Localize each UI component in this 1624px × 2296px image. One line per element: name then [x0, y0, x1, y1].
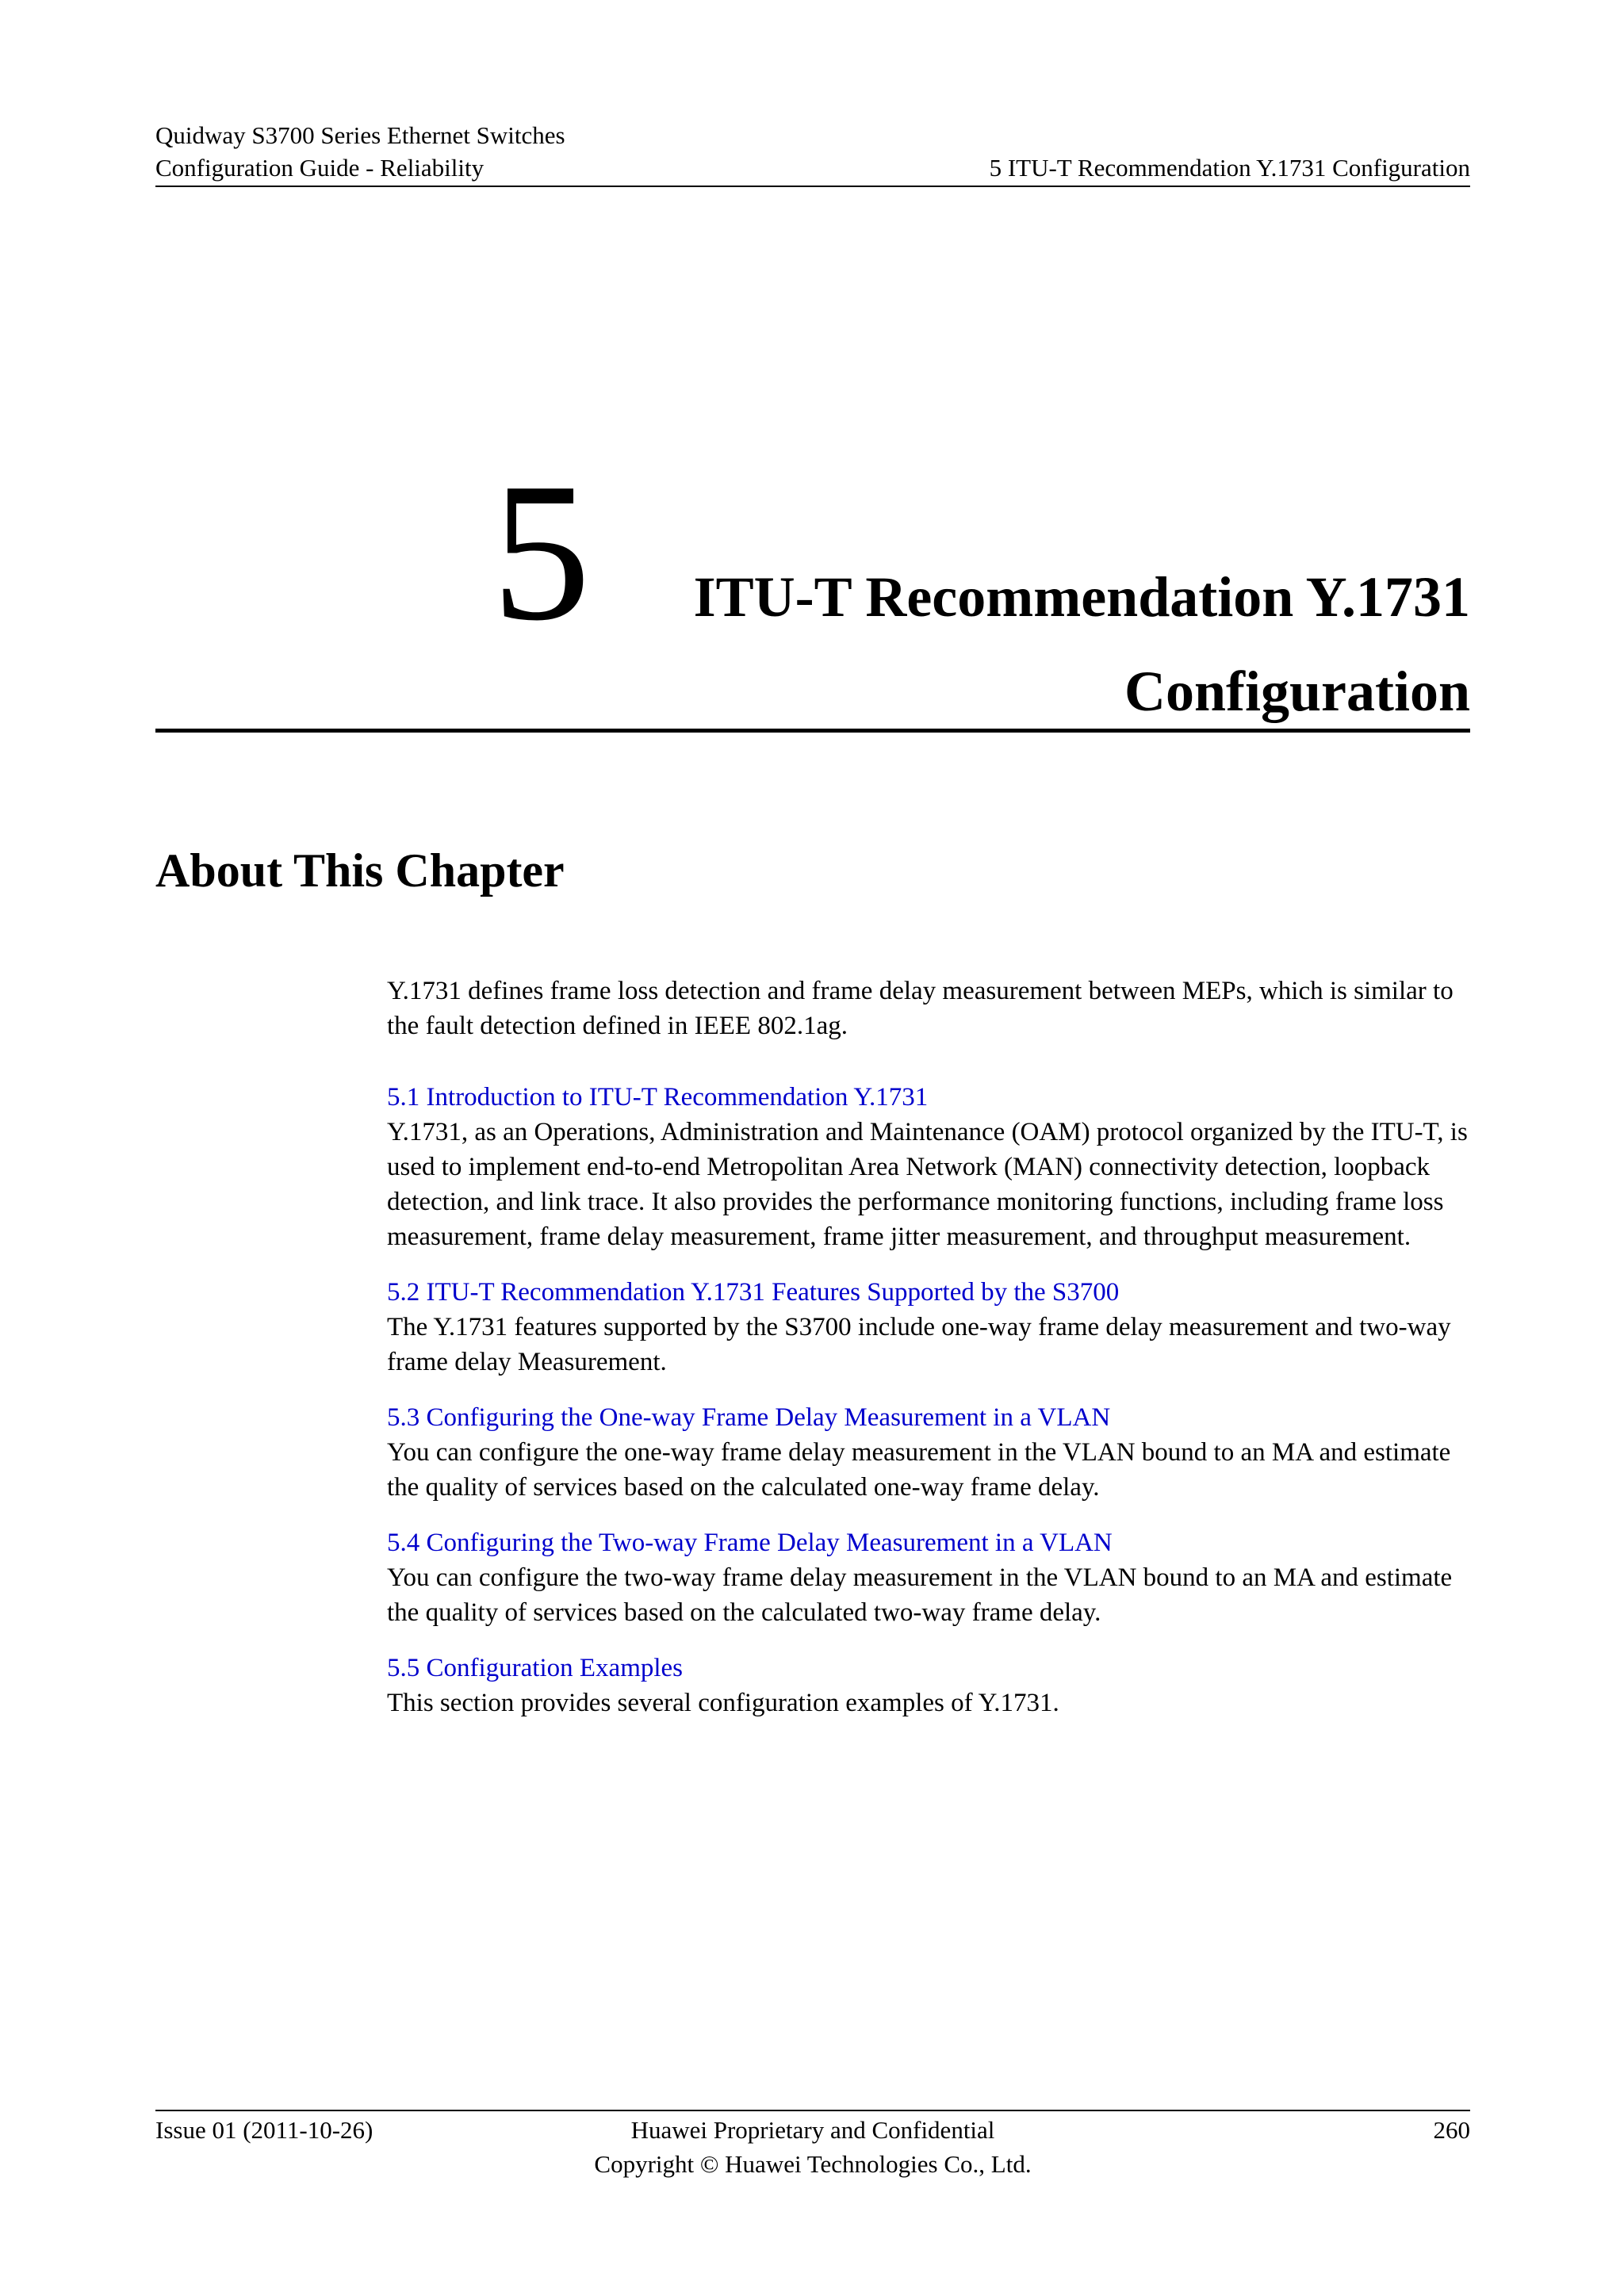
toc-entry [387, 1651, 1481, 1720]
header-chapter: 5 ITU-T Recommendation Y.1731 Configuration [989, 154, 1470, 182]
toc-description: The Y.1731 features supported by the S3700 include one-way frame delay measurement and two-way frame delay Measurement. [387, 1313, 1451, 1376]
header-guide: Configuration Guide - Reliability [155, 154, 485, 182]
toc-description: Y.1731, as an Operations, Administration and Maintenance (OAM) protocol organized by the ITU-T, is used to implement end-to-end Metropolitan Area Network (MAN) connectivity detection, loopback detection, and link trace. It also provides the performance monitoring functions, including frame loss measurement, frame delay measurement, frame jitter measurement, and throughput measurement. [387, 1118, 1468, 1251]
chapter-title-line2: Configuration [1124, 660, 1470, 723]
chapter-number: 5 [492, 442, 591, 662]
header-left [155, 119, 565, 184]
toc-description: You can configure the one-way frame delay measurement in the VLAN bound to an MA and estimate the quality of services based on the calculated one-way frame delay. [387, 1438, 1451, 1502]
intro-paragraph: Y.1731 defines frame loss detection and frame delay measurement between MEPs, which is similar to the fault detection defined in IEEE 802.1ag. [387, 977, 1454, 1040]
section-heading: About This Chapter [155, 844, 565, 897]
page-footer [155, 2110, 1470, 2178]
footer-center [155, 2113, 1470, 2181]
header-product: Quidway S3700 Series Ethernet Switches [155, 121, 565, 149]
footer-issue: Issue 01 (2011-10-26) [155, 2116, 373, 2144]
toc-link-5-2[interactable]: 5.2 ITU-T Recommendation Y.1731 Features Supported by the S3700 [387, 1278, 1120, 1307]
toc-entry [387, 1080, 1481, 1254]
footer-confidential: Huawei Proprietary and Confidential [630, 2116, 995, 2144]
toc-link-5-1[interactable]: 5.1 Introduction to ITU-T Recommendation Y.1731 [387, 1083, 929, 1112]
toc-entry [387, 1400, 1481, 1505]
toc-link-5-5[interactable]: 5.5 Configuration Examples [387, 1654, 684, 1682]
toc-description: You can configure the two-way frame delay measurement in the VLAN bound to an MA and estimate the quality of services based on the calculated two-way frame delay. [387, 1563, 1453, 1627]
toc-link-5-3[interactable]: 5.3 Configuring the One-way Frame Delay Measurement in a VLAN [387, 1403, 1111, 1432]
toc-entry [387, 1525, 1481, 1630]
page-header [155, 119, 1470, 187]
page-number: 260 [1433, 2116, 1470, 2144]
chapter-contents [387, 974, 1481, 1741]
footer-copyright: Copyright © Huawei Technologies Co., Ltd. [594, 2150, 1032, 2178]
toc-description: This section provides several configuration examples of Y.1731. [387, 1689, 1059, 1717]
toc-entry [387, 1275, 1481, 1380]
chapter-title-rule [155, 729, 1470, 733]
chapter-title-line1: ITU-T Recommendation Y.1731 [693, 565, 1470, 629]
toc-link-5-4[interactable]: 5.4 Configuring the Two-way Frame Delay Measurement in a VLAN [387, 1529, 1113, 1557]
